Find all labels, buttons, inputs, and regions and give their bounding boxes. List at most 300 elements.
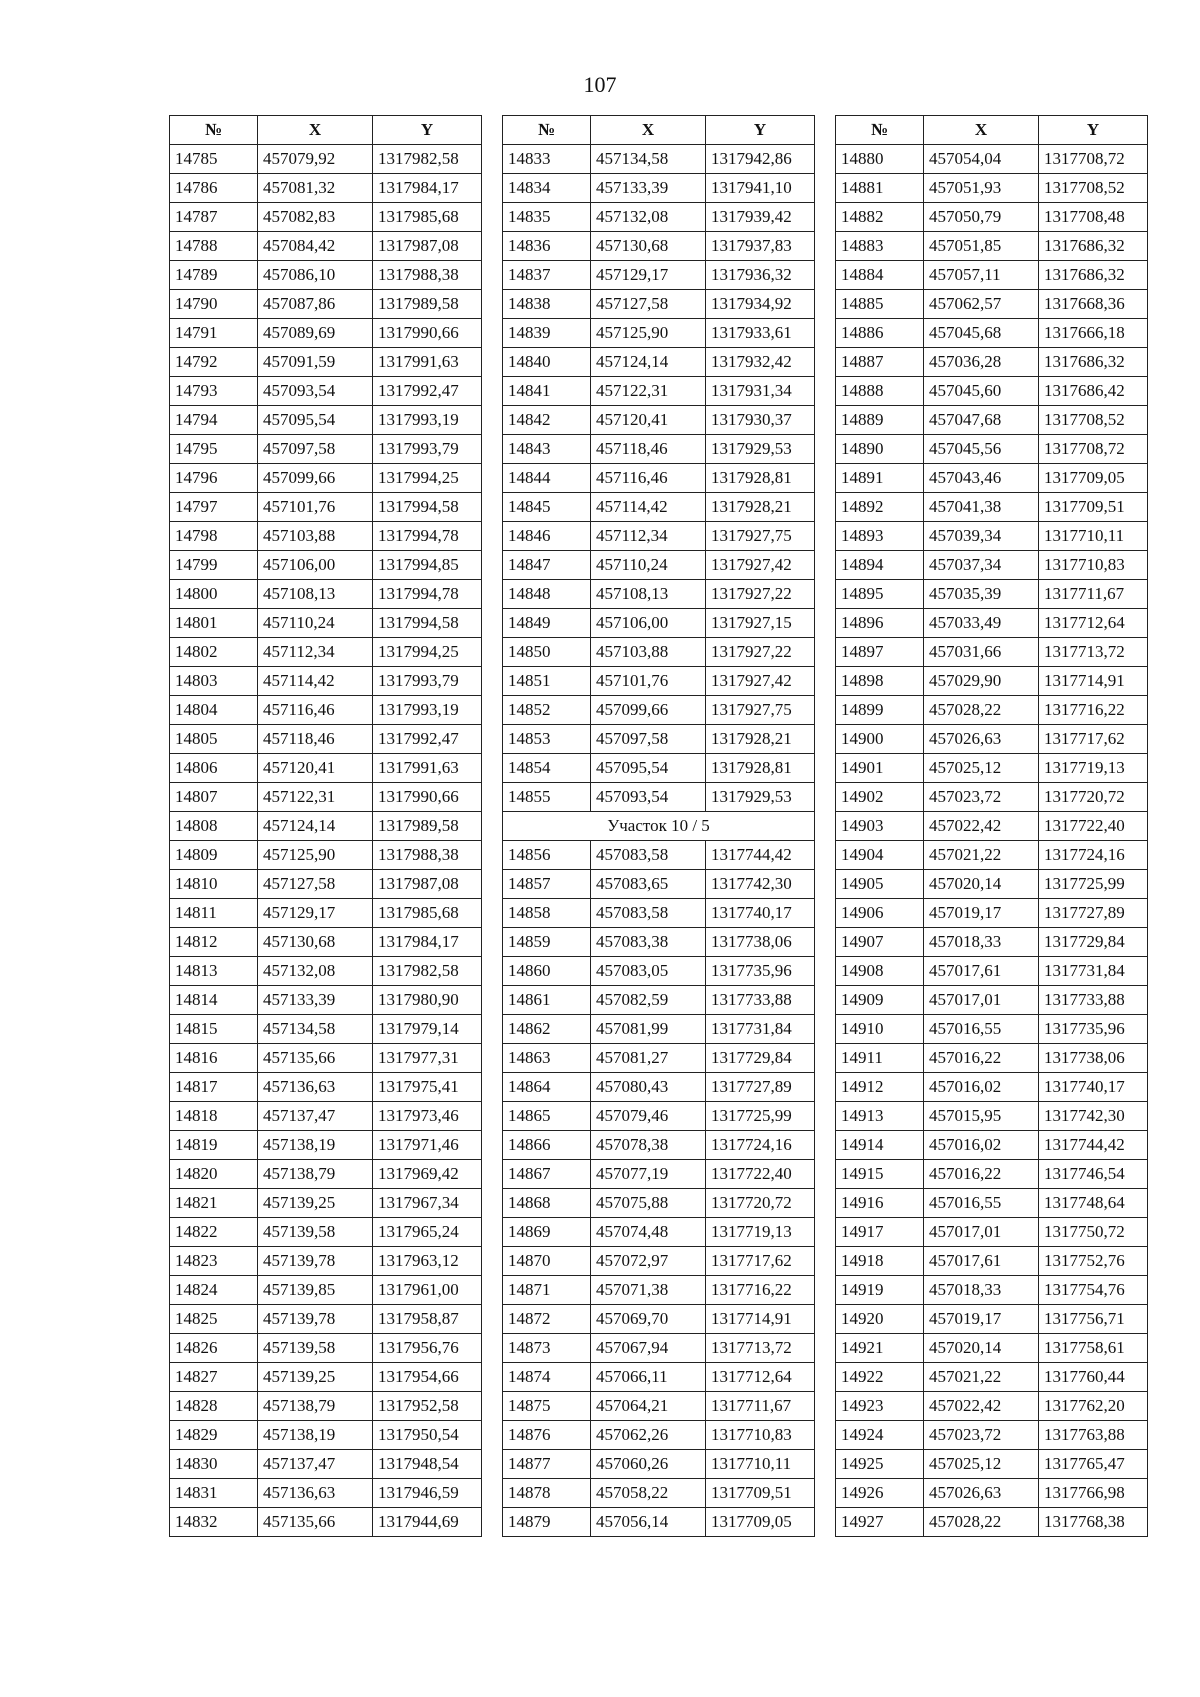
y-value: 1317993,19 — [373, 696, 482, 725]
table-row — [503, 1218, 815, 1247]
point-number: 14844 — [503, 464, 591, 493]
table-row — [170, 667, 482, 696]
point-number: 14878 — [503, 1479, 591, 1508]
table-row — [503, 667, 815, 696]
x-value: 457120,41 — [591, 406, 706, 435]
x-value: 457023,72 — [924, 783, 1039, 812]
x-value: 457036,28 — [924, 348, 1039, 377]
table-row — [503, 145, 815, 174]
x-value: 457101,76 — [591, 667, 706, 696]
section-row — [503, 812, 815, 841]
x-value: 457016,02 — [924, 1131, 1039, 1160]
x-value: 457135,66 — [258, 1044, 373, 1073]
x-value: 457108,13 — [591, 580, 706, 609]
point-number: 14863 — [503, 1044, 591, 1073]
y-value: 1317686,42 — [1039, 377, 1148, 406]
point-number: 14875 — [503, 1392, 591, 1421]
x-value: 457108,13 — [258, 580, 373, 609]
y-value: 1317987,08 — [373, 232, 482, 261]
y-value: 1317722,40 — [706, 1160, 815, 1189]
x-value: 457081,99 — [591, 1015, 706, 1044]
table-row — [170, 1160, 482, 1189]
y-value: 1317733,88 — [706, 986, 815, 1015]
point-number: 14927 — [836, 1508, 924, 1537]
point-number: 14801 — [170, 609, 258, 638]
point-number: 14887 — [836, 348, 924, 377]
table-row — [836, 1508, 1148, 1537]
table-row — [503, 928, 815, 957]
point-number: 14901 — [836, 754, 924, 783]
x-value: 457016,22 — [924, 1044, 1039, 1073]
point-number: 14883 — [836, 232, 924, 261]
x-value: 457116,46 — [591, 464, 706, 493]
y-value: 1317980,90 — [373, 986, 482, 1015]
table-row — [836, 870, 1148, 899]
point-number: 14833 — [503, 145, 591, 174]
point-number: 14884 — [836, 261, 924, 290]
x-value: 457125,90 — [591, 319, 706, 348]
y-value: 1317930,37 — [706, 406, 815, 435]
x-value: 457083,05 — [591, 957, 706, 986]
point-number: 14894 — [836, 551, 924, 580]
point-number: 14865 — [503, 1102, 591, 1131]
table-row — [836, 319, 1148, 348]
point-number: 14786 — [170, 174, 258, 203]
x-value: 457125,90 — [258, 841, 373, 870]
x-value: 457083,58 — [591, 899, 706, 928]
y-header: Y — [1039, 116, 1148, 145]
x-value: 457037,34 — [924, 551, 1039, 580]
x-value: 457045,56 — [924, 435, 1039, 464]
y-value: 1317712,64 — [1039, 609, 1148, 638]
y-value: 1317928,21 — [706, 493, 815, 522]
point-number: 14790 — [170, 290, 258, 319]
y-value: 1317714,91 — [1039, 667, 1148, 696]
point-number: 14877 — [503, 1450, 591, 1479]
table-row — [170, 1421, 482, 1450]
x-value: 457051,85 — [924, 232, 1039, 261]
table-row — [503, 1334, 815, 1363]
point-number: 14843 — [503, 435, 591, 464]
table-row — [170, 783, 482, 812]
point-number: 14826 — [170, 1334, 258, 1363]
x-value: 457133,39 — [591, 174, 706, 203]
point-number: 14895 — [836, 580, 924, 609]
y-value: 1317928,21 — [706, 725, 815, 754]
table-row — [503, 551, 815, 580]
header-row — [503, 116, 815, 145]
y-header: Y — [706, 116, 815, 145]
x-value: 457019,17 — [924, 899, 1039, 928]
point-number: 14793 — [170, 377, 258, 406]
point-number: 14852 — [503, 696, 591, 725]
table-row — [170, 870, 482, 899]
point-number: 14791 — [170, 319, 258, 348]
table-row — [836, 957, 1148, 986]
point-number: 14809 — [170, 841, 258, 870]
table-row — [503, 783, 815, 812]
point-number: 14792 — [170, 348, 258, 377]
y-value: 1317765,47 — [1039, 1450, 1148, 1479]
x-value: 457129,17 — [258, 899, 373, 928]
point-number: 14908 — [836, 957, 924, 986]
x-value: 457023,72 — [924, 1421, 1039, 1450]
y-value: 1317927,15 — [706, 609, 815, 638]
table-row — [836, 1392, 1148, 1421]
x-value: 457050,79 — [924, 203, 1039, 232]
table-row — [836, 522, 1148, 551]
x-value: 457137,47 — [258, 1450, 373, 1479]
point-number: 14812 — [170, 928, 258, 957]
point-number: 14905 — [836, 870, 924, 899]
y-value: 1317979,14 — [373, 1015, 482, 1044]
y-value: 1317768,38 — [1039, 1508, 1148, 1537]
y-value: 1317954,66 — [373, 1363, 482, 1392]
table-row — [503, 1421, 815, 1450]
point-number: 14876 — [503, 1421, 591, 1450]
coordinates-table-right — [835, 115, 1148, 1537]
y-value: 1317985,68 — [373, 203, 482, 232]
table-row — [836, 1044, 1148, 1073]
x-value: 457093,54 — [258, 377, 373, 406]
x-value: 457116,46 — [258, 696, 373, 725]
table-row — [170, 1508, 482, 1537]
x-value: 457130,68 — [591, 232, 706, 261]
x-value: 457093,54 — [591, 783, 706, 812]
table-row — [170, 1073, 482, 1102]
y-value: 1317708,52 — [1039, 406, 1148, 435]
x-value: 457017,01 — [924, 986, 1039, 1015]
point-number: 14853 — [503, 725, 591, 754]
x-value: 457041,38 — [924, 493, 1039, 522]
table-row — [503, 1160, 815, 1189]
x-value: 457132,08 — [258, 957, 373, 986]
x-value: 457083,65 — [591, 870, 706, 899]
y-value: 1317729,84 — [1039, 928, 1148, 957]
table-row — [503, 493, 815, 522]
x-value: 457097,58 — [258, 435, 373, 464]
point-number: 14904 — [836, 841, 924, 870]
point-number: 14829 — [170, 1421, 258, 1450]
x-value: 457110,24 — [591, 551, 706, 580]
point-number: 14900 — [836, 725, 924, 754]
x-value: 457112,34 — [591, 522, 706, 551]
x-value: 457045,60 — [924, 377, 1039, 406]
point-number: 14903 — [836, 812, 924, 841]
x-value: 457127,58 — [591, 290, 706, 319]
y-value: 1317754,76 — [1039, 1276, 1148, 1305]
table-row — [503, 1189, 815, 1218]
table-row — [503, 1247, 815, 1276]
table-row — [836, 377, 1148, 406]
table-row — [170, 551, 482, 580]
y-value: 1317975,41 — [373, 1073, 482, 1102]
point-number: 14788 — [170, 232, 258, 261]
x-value: 457021,22 — [924, 841, 1039, 870]
y-value: 1317748,64 — [1039, 1189, 1148, 1218]
table-row — [170, 1334, 482, 1363]
y-value: 1317724,16 — [706, 1131, 815, 1160]
y-value: 1317724,16 — [1039, 841, 1148, 870]
point-number: 14906 — [836, 899, 924, 928]
point-number: 14839 — [503, 319, 591, 348]
x-value: 457118,46 — [258, 725, 373, 754]
point-number: 14840 — [503, 348, 591, 377]
point-number: 14834 — [503, 174, 591, 203]
y-value: 1317994,25 — [373, 638, 482, 667]
y-value: 1317709,05 — [706, 1508, 815, 1537]
point-number: 14874 — [503, 1363, 591, 1392]
x-value: 457091,59 — [258, 348, 373, 377]
y-value: 1317725,99 — [706, 1102, 815, 1131]
x-value: 457066,11 — [591, 1363, 706, 1392]
x-value: 457114,42 — [258, 667, 373, 696]
table-row — [503, 377, 815, 406]
point-number: 14880 — [836, 145, 924, 174]
table-row — [503, 1044, 815, 1073]
table-row — [836, 1479, 1148, 1508]
point-number: 14811 — [170, 899, 258, 928]
table-row — [836, 493, 1148, 522]
x-value: 457018,33 — [924, 928, 1039, 957]
y-value: 1317991,63 — [373, 754, 482, 783]
y-value: 1317708,48 — [1039, 203, 1148, 232]
point-number: 14830 — [170, 1450, 258, 1479]
x-value: 457020,14 — [924, 870, 1039, 899]
point-number: 14831 — [170, 1479, 258, 1508]
table-row — [836, 1421, 1148, 1450]
table-row — [170, 1363, 482, 1392]
y-value: 1317716,22 — [1039, 696, 1148, 725]
point-number: 14845 — [503, 493, 591, 522]
y-value: 1317709,51 — [1039, 493, 1148, 522]
table-row — [170, 406, 482, 435]
point-number: 14846 — [503, 522, 591, 551]
y-value: 1317933,61 — [706, 319, 815, 348]
table-row — [836, 812, 1148, 841]
table-row — [170, 493, 482, 522]
point-number: 14822 — [170, 1218, 258, 1247]
table-row — [503, 638, 815, 667]
table-row — [170, 1305, 482, 1334]
table-row — [836, 1073, 1148, 1102]
table-row — [170, 754, 482, 783]
point-number: 14922 — [836, 1363, 924, 1392]
y-value: 1317956,76 — [373, 1334, 482, 1363]
point-number: 14919 — [836, 1276, 924, 1305]
point-number: 14848 — [503, 580, 591, 609]
table-row — [836, 1189, 1148, 1218]
x-value: 457047,68 — [924, 406, 1039, 435]
x-value: 457016,55 — [924, 1189, 1039, 1218]
y-value: 1317937,83 — [706, 232, 815, 261]
table-row — [503, 725, 815, 754]
point-number: 14888 — [836, 377, 924, 406]
point-number: 14855 — [503, 783, 591, 812]
table-row — [836, 348, 1148, 377]
point-number: 14918 — [836, 1247, 924, 1276]
y-value: 1317967,34 — [373, 1189, 482, 1218]
table-row — [170, 696, 482, 725]
point-number: 14886 — [836, 319, 924, 348]
y-value: 1317716,22 — [706, 1276, 815, 1305]
point-number: 14851 — [503, 667, 591, 696]
point-number: 14872 — [503, 1305, 591, 1334]
point-number: 14825 — [170, 1305, 258, 1334]
point-number: 14817 — [170, 1073, 258, 1102]
table-row — [836, 725, 1148, 754]
table-row — [503, 203, 815, 232]
table-row — [836, 899, 1148, 928]
table-row — [503, 1363, 815, 1392]
table-row — [836, 1131, 1148, 1160]
x-header: X — [924, 116, 1039, 145]
table-row — [503, 174, 815, 203]
x-value: 457127,58 — [258, 870, 373, 899]
point-number: 14847 — [503, 551, 591, 580]
point-number: 14873 — [503, 1334, 591, 1363]
x-value: 457062,57 — [924, 290, 1039, 319]
table-row — [503, 870, 815, 899]
point-number: 14925 — [836, 1450, 924, 1479]
y-value: 1317928,81 — [706, 464, 815, 493]
x-value: 457138,79 — [258, 1160, 373, 1189]
x-value: 457020,14 — [924, 1334, 1039, 1363]
table-row — [170, 377, 482, 406]
point-number: 14882 — [836, 203, 924, 232]
table-row — [170, 464, 482, 493]
x-value: 457081,32 — [258, 174, 373, 203]
table-row — [503, 319, 815, 348]
table-row — [170, 725, 482, 754]
header-row — [170, 116, 482, 145]
y-value: 1317994,85 — [373, 551, 482, 580]
y-value: 1317735,96 — [1039, 1015, 1148, 1044]
point-number: 14923 — [836, 1392, 924, 1421]
y-value: 1317988,38 — [373, 261, 482, 290]
point-number: 14859 — [503, 928, 591, 957]
y-value: 1317934,92 — [706, 290, 815, 319]
point-number: 14813 — [170, 957, 258, 986]
x-value: 457017,61 — [924, 1247, 1039, 1276]
x-value: 457083,58 — [591, 841, 706, 870]
point-number: 14911 — [836, 1044, 924, 1073]
y-value: 1317717,62 — [706, 1247, 815, 1276]
y-value: 1317713,72 — [706, 1334, 815, 1363]
point-number: 14914 — [836, 1131, 924, 1160]
table-row — [836, 406, 1148, 435]
table-row — [170, 435, 482, 464]
point-number: 14889 — [836, 406, 924, 435]
y-value: 1317727,89 — [1039, 899, 1148, 928]
x-value: 457018,33 — [924, 1276, 1039, 1305]
point-number: 14798 — [170, 522, 258, 551]
point-number: 14871 — [503, 1276, 591, 1305]
point-number: 14879 — [503, 1508, 591, 1537]
table-row — [503, 1305, 815, 1334]
y-value: 1317991,63 — [373, 348, 482, 377]
x-value: 457043,46 — [924, 464, 1039, 493]
y-value: 1317931,34 — [706, 377, 815, 406]
number-header: № — [836, 116, 924, 145]
y-value: 1317719,13 — [706, 1218, 815, 1247]
table-row — [503, 464, 815, 493]
x-value: 457097,58 — [591, 725, 706, 754]
y-value: 1317731,84 — [1039, 957, 1148, 986]
table-row — [503, 609, 815, 638]
y-value: 1317944,69 — [373, 1508, 482, 1537]
y-value: 1317982,58 — [373, 145, 482, 174]
x-value: 457136,63 — [258, 1073, 373, 1102]
x-value: 457022,42 — [924, 1392, 1039, 1421]
x-value: 457051,93 — [924, 174, 1039, 203]
x-value: 457095,54 — [258, 406, 373, 435]
y-value: 1317984,17 — [373, 174, 482, 203]
x-value: 457082,59 — [591, 986, 706, 1015]
x-value: 457072,97 — [591, 1247, 706, 1276]
x-value: 457139,78 — [258, 1247, 373, 1276]
y-value: 1317965,24 — [373, 1218, 482, 1247]
x-value: 457079,92 — [258, 145, 373, 174]
y-value: 1317729,84 — [706, 1044, 815, 1073]
x-value: 457103,88 — [591, 638, 706, 667]
y-value: 1317666,18 — [1039, 319, 1148, 348]
table-row — [836, 1276, 1148, 1305]
y-value: 1317927,42 — [706, 667, 815, 696]
point-number: 14828 — [170, 1392, 258, 1421]
x-value: 457016,02 — [924, 1073, 1039, 1102]
y-value: 1317993,19 — [373, 406, 482, 435]
table-row — [836, 1102, 1148, 1131]
point-number: 14867 — [503, 1160, 591, 1189]
x-value: 457099,66 — [591, 696, 706, 725]
table-row — [503, 290, 815, 319]
point-number: 14787 — [170, 203, 258, 232]
point-number: 14909 — [836, 986, 924, 1015]
x-value: 457122,31 — [591, 377, 706, 406]
table-row — [836, 1247, 1148, 1276]
x-value: 457087,86 — [258, 290, 373, 319]
x-value: 457021,22 — [924, 1363, 1039, 1392]
y-value: 1317708,52 — [1039, 174, 1148, 203]
point-number: 14807 — [170, 783, 258, 812]
table-row — [170, 928, 482, 957]
point-number: 14861 — [503, 986, 591, 1015]
y-value: 1317686,32 — [1039, 348, 1148, 377]
x-value: 457114,42 — [591, 493, 706, 522]
table-row — [836, 435, 1148, 464]
table-row — [170, 348, 482, 377]
y-value: 1317760,44 — [1039, 1363, 1148, 1392]
table-row — [503, 580, 815, 609]
table-row — [836, 841, 1148, 870]
x-value: 457057,11 — [924, 261, 1039, 290]
x-value: 457139,58 — [258, 1334, 373, 1363]
x-value: 457080,43 — [591, 1073, 706, 1102]
y-value: 1317686,32 — [1039, 232, 1148, 261]
table-row — [836, 464, 1148, 493]
y-value: 1317720,72 — [706, 1189, 815, 1218]
point-number: 14789 — [170, 261, 258, 290]
point-number: 14842 — [503, 406, 591, 435]
y-value: 1317756,71 — [1039, 1305, 1148, 1334]
point-number: 14820 — [170, 1160, 258, 1189]
table-row — [503, 348, 815, 377]
table-row — [170, 580, 482, 609]
x-value: 457134,58 — [258, 1015, 373, 1044]
y-value: 1317731,84 — [706, 1015, 815, 1044]
table-row — [836, 1015, 1148, 1044]
